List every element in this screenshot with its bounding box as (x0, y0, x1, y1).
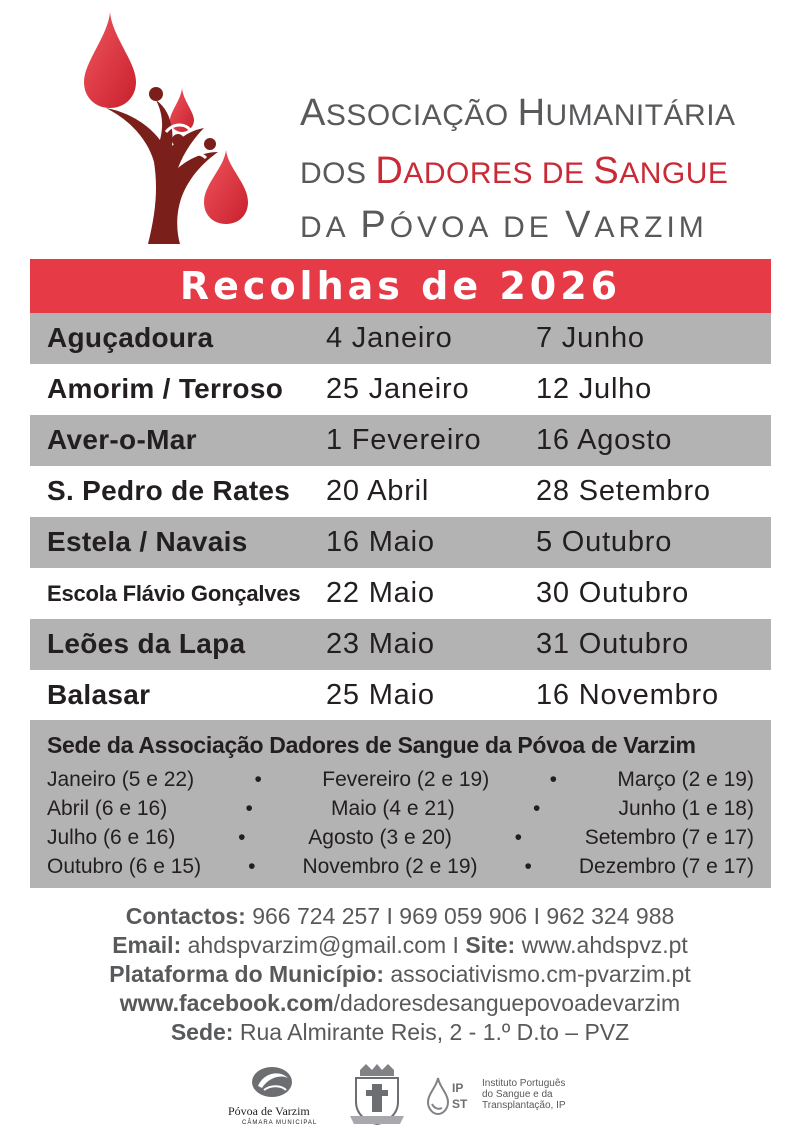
schedule-row (30, 466, 771, 517)
schedule-row (30, 415, 771, 466)
figure-head-middle (172, 134, 184, 146)
blood-drop-large (84, 12, 136, 108)
figure-head-left (149, 87, 163, 101)
headquarters-dates-line: Abril (6 e 16) • Maio (4 e 21) • Junho (1 e 18) (47, 797, 754, 820)
location-name: Escola Flávio Gonçalves (47, 581, 301, 606)
first-date: 20 Abril (326, 475, 430, 507)
schedule-row (30, 670, 771, 721)
ipst-name: Instituto Português do Sangue e da Transplantação, IP (482, 1078, 566, 1111)
email-link[interactable]: ahdspvarzim@gmail.com (187, 932, 447, 958)
location-name: Leões da Lapa (47, 628, 246, 659)
povoa-logo-subtitle: CÂMARA MUNICIPAL (242, 1120, 318, 1126)
location-name: Amorim / Terroso (47, 373, 284, 404)
location-name: Estela / Navais (47, 526, 248, 557)
second-date: 30 Outubro (536, 577, 690, 609)
second-date: 12 Julho (536, 373, 653, 405)
email-site-line: Email: ahdspvarzim@gmail.com I Site: www.ahdspvz.pt (112, 932, 688, 958)
first-date: 4 Janeiro (326, 322, 453, 354)
povoa-de-varzim-logo (220, 1060, 320, 1130)
first-date: 25 Maio (326, 679, 435, 711)
org-name-line-1: ASSOCIAÇÃO HUMANITÁRIA (300, 92, 736, 134)
first-date: 16 Maio (326, 526, 435, 558)
phone-numbers: 966 724 257 I 969 059 906 I 962 324 988 (252, 903, 675, 929)
first-date: 1 Fevereiro (326, 424, 482, 456)
blood-drop-medium (204, 150, 248, 224)
address: Rua Almirante Reis, 2 - 1.º D.to – PVZ (239, 1019, 630, 1045)
headquarters-dates-line: Janeiro (5 e 22) • Fevereiro (2 e 19) • Março (2 e 19) (47, 768, 754, 791)
headquarters-dates-line: Outubro (6 e 15) • Novembro (2 e 19) • Dezembro (7 e 17) (47, 855, 754, 878)
first-date: 23 Maio (326, 628, 435, 660)
svg-text:ST: ST (452, 1097, 468, 1111)
first-date: 25 Janeiro (326, 373, 470, 405)
povoa-logo-text: Póvoa de Varzim (228, 1104, 310, 1118)
address-line: Sede: Rua Almirante Reis, 2 - 1.º D.to – PVZ (170, 1019, 630, 1045)
page-title: Recolhas de 2026 (179, 264, 622, 308)
contact-info (0, 902, 800, 1047)
second-date: 7 Junho (536, 322, 645, 354)
platform-link[interactable]: associativismo.cm-pvarzim.pt (390, 961, 691, 987)
org-name-line-3: DA PÓVOA DE VARZIM (300, 204, 708, 246)
partner-logos (220, 1060, 600, 1130)
location-name: Aver-o-Mar (47, 424, 197, 455)
org-name-line-2: DOS DADORES DE SANGUE (300, 150, 729, 192)
figure-head-right (204, 138, 216, 150)
headquarters-schedule (30, 720, 771, 888)
phone-line: Contactos: 966 724 257 I 969 059 906 I 962 324 988 (125, 903, 675, 929)
second-date: 16 Agosto (536, 424, 673, 456)
headquarters-title: Sede da Associação Dadores de Sangue da Póvoa de Varzim (47, 732, 696, 758)
second-date: 31 Outubro (536, 628, 690, 660)
second-date: 5 Outubro (536, 526, 673, 558)
schedule-row (30, 568, 771, 619)
municipal-crest-icon (346, 1062, 408, 1126)
title-bar (30, 259, 771, 313)
headquarters-dates-line: Julho (6 e 16) • Agosto (3 e 20) • Setembro (7 e 17) (47, 826, 754, 849)
schedule-row (30, 619, 771, 670)
location-name: Balasar (47, 679, 151, 710)
schedule-row (30, 364, 771, 415)
location-name: Aguçadoura (47, 322, 214, 353)
facebook-line[interactable]: www.facebook.com/dadoresdesanguepovoadevarzim (119, 990, 681, 1016)
second-date: 28 Setembro (536, 475, 711, 507)
tree-trunk (106, 100, 218, 244)
platform-line: Plataforma do Município: associativismo.cm-pvarzim.pt (109, 961, 691, 987)
svg-text:IP: IP (452, 1081, 464, 1095)
location-name: S. Pedro de Rates (47, 475, 291, 506)
schedule-row (30, 313, 771, 364)
first-date: 22 Maio (326, 577, 435, 609)
second-date: 16 Novembro (536, 679, 719, 711)
ipst-drop-icon (426, 1072, 476, 1118)
collection-schedule (30, 313, 771, 721)
website-link[interactable]: www.ahdspvz.pt (521, 932, 688, 958)
povoa-swirl-icon (220, 1060, 320, 1104)
blood-drop-tree-logo (78, 12, 258, 244)
schedule-row (30, 517, 771, 568)
